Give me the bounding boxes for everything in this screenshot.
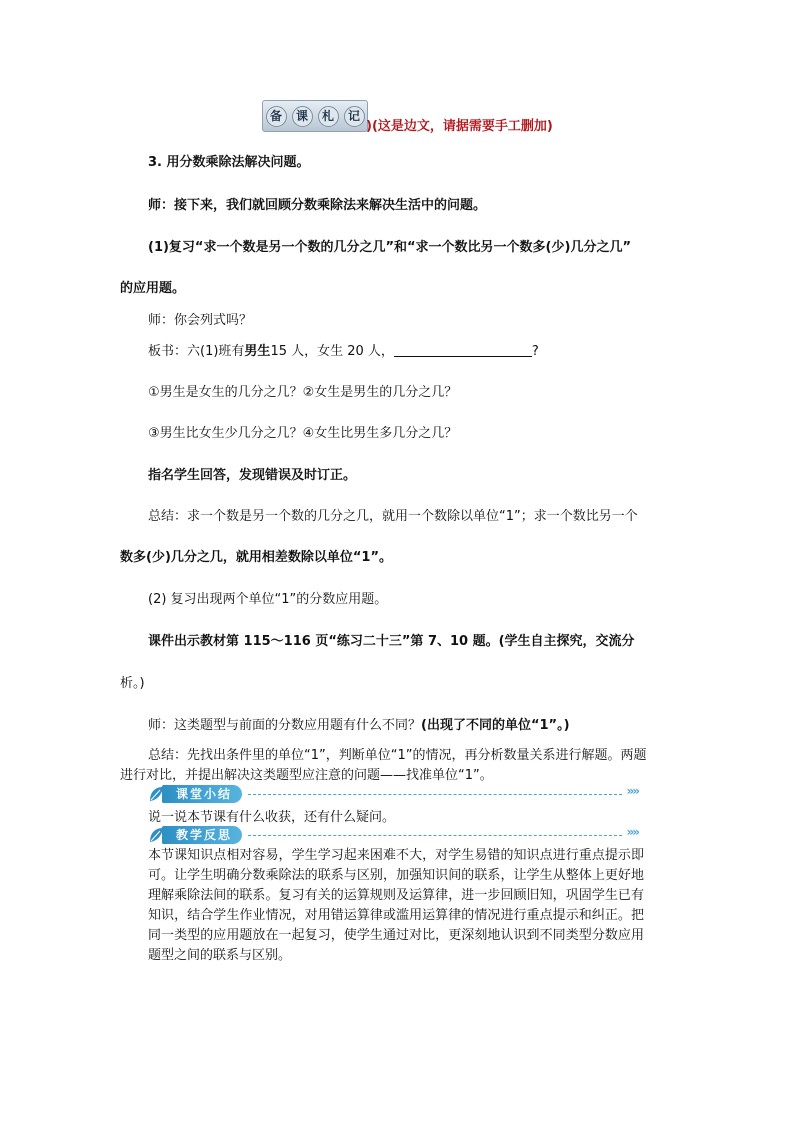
board-boys: 男生	[244, 344, 271, 359]
double-arrow-icon: »»	[626, 784, 638, 798]
question-pair-2: ③男生比女生少几分之几？④女生比男生多几分之几？	[148, 426, 458, 441]
banner-dash	[248, 794, 622, 795]
lesson-notes-badge	[262, 100, 368, 132]
board-prefix: 板书：六(1)班有	[148, 344, 245, 359]
margin-note: )(这是边文，请据需要手工删加)	[366, 119, 553, 134]
review-2-heading: (2) 复习出现两个单位“1”的分数应用题。	[148, 592, 388, 607]
badge-char: 记	[344, 106, 365, 127]
summary-line-cont: 数多(少)几分之几，就用相差数除以单位“1”。	[120, 550, 393, 565]
review-line-cont: 的应用题。	[120, 281, 186, 296]
board-rest: 15 人，女生 20 人，	[270, 344, 394, 359]
question-pair-1: ①男生是女生的几分之几？②女生是男生的几分之几？	[148, 385, 458, 400]
teacher-question: 师：你会列式吗？	[148, 313, 253, 328]
teacher-comparison	[148, 714, 570, 733]
courseware-line: 课件出示教材第 115～116 页“练习二十三”第 7、10 题。(学生自主探究，交流分	[148, 634, 635, 649]
badge-char: 札	[318, 106, 339, 127]
board-writing	[148, 340, 539, 359]
answer-blank	[394, 344, 532, 357]
summary-line: 总结：求一个数是另一个数的几分之几，就用一个数除以单位“1”；求一个数比另一个	[148, 509, 638, 524]
badge-char: 备	[266, 106, 287, 127]
banner-dash	[248, 835, 622, 836]
courseware-line-cont: 析。)	[120, 676, 145, 691]
badge-char: 课	[292, 106, 313, 127]
board-question-mark: ?	[531, 344, 539, 359]
section-heading: 3. 用分数乘除法解决问题。	[148, 155, 310, 170]
comparison-question: 师：这类题型与前面的分数应用题有什么不同？	[148, 718, 422, 733]
double-arrow-icon: »»	[626, 825, 638, 839]
teacher-line: 师：接下来，我们就回顾分数乘除法来解决生活中的问题。	[148, 198, 487, 213]
banner-label: 课堂小结	[162, 785, 242, 803]
banner-label: 教学反思	[162, 826, 242, 844]
instruction-line: 指名学生回答，发现错误及时订正。	[148, 468, 357, 483]
final-summary-line-cont: 进行对比，并提出解决这类题型应注意的问题——找准单位“1”。	[120, 768, 493, 783]
comparison-answer: (出现了不同的单位“1”。)	[421, 718, 570, 733]
class-summary-banner	[148, 785, 638, 803]
class-summary-text: 说一说本节课有什么收获，还有什么疑问。	[148, 810, 396, 825]
final-summary-line: 总结：先找出条件里的单位“1”，判断单位“1”的情况，再分析数量关系进行解题。两题	[148, 748, 647, 763]
teaching-reflection-banner	[148, 826, 638, 844]
review-line: (1)复习“求一个数是另一个数的几分之几”和“求一个数比另一个数多(少)几分之几”	[148, 240, 631, 255]
reflection-paragraph: 本节课知识点相对容易，学生学习起来困难不大，对学生易错的知识点进行重点提示即可。让学生明确分数乘除法的联系与区别，加强知识间的联系，让学生从整体上更好地理解乘除法间的联系。复习有关的运算规则及运算律，进一步回顾旧知，巩固学生已有知识，结合学生作业情况，对用错运算律或滥用运算律的情况进行重点提示和纠正。把同一类型的应用题放在一起复习，使学生通过对比，更深刻地认识到不同类型分数应用题型之间的联系与区别。	[148, 848, 644, 963]
